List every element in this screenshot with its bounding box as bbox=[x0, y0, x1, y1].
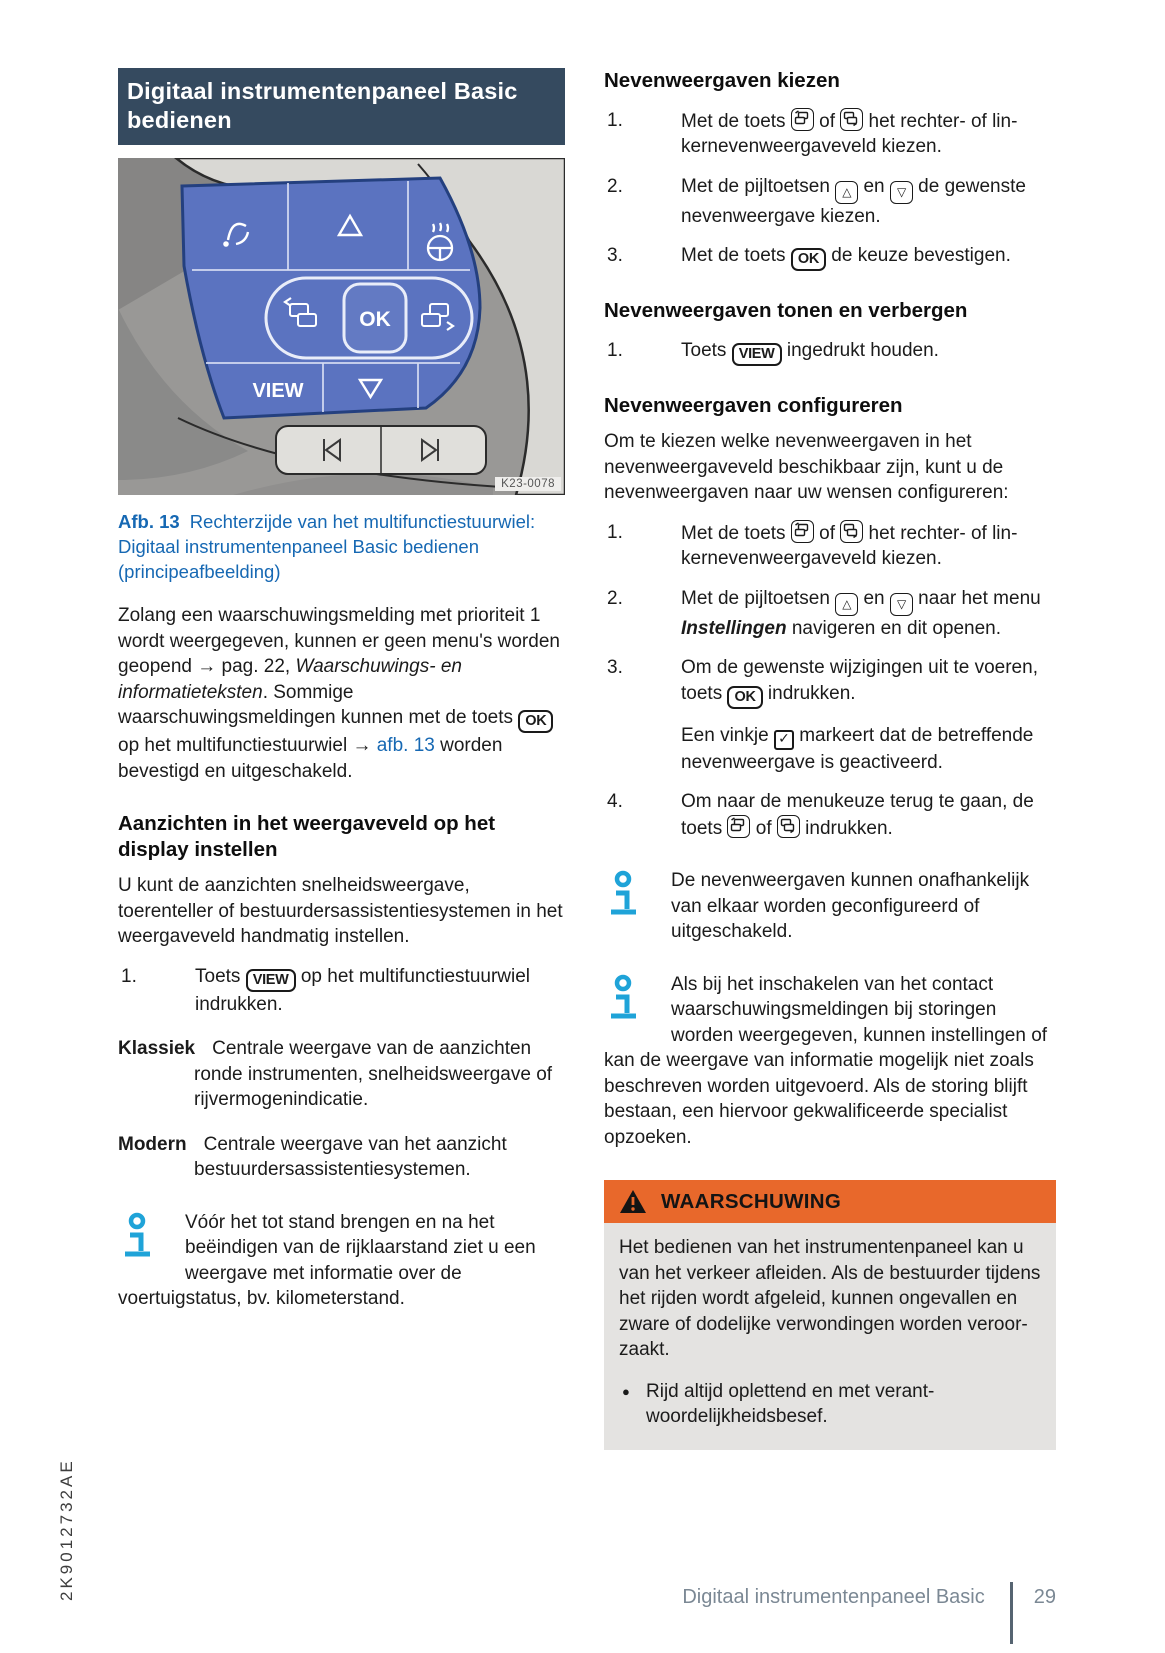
warning-header bbox=[604, 1180, 1056, 1223]
list-text: Een vinkje bbox=[681, 724, 774, 746]
list-number: 1. bbox=[607, 339, 623, 361]
list-item bbox=[118, 964, 565, 1018]
list-text: de gewenste nevenweergave kiezen. bbox=[681, 175, 1026, 227]
list-number: 3. bbox=[607, 657, 623, 679]
list-item bbox=[604, 789, 1056, 841]
display-right-key-icon bbox=[840, 108, 863, 131]
info-icon bbox=[607, 974, 647, 1024]
wheel-view-button-label: VIEW bbox=[252, 380, 304, 403]
list-text: naar het menu bbox=[912, 587, 1041, 609]
warning-text: Het bedienen van het instrumentenpaneel kan u van het verkeer afleiden. Als de bestuurder tijdens het rijden wordt afgeleid, kunnen ongevallen en zware of dodelijke verwondingen worden veroorzaakt. bbox=[619, 1237, 1041, 1361]
list-text: Met de toets bbox=[681, 522, 791, 544]
definition-term: Klassiek bbox=[118, 1038, 196, 1060]
list-text: Met de toets bbox=[681, 245, 791, 267]
wheel-ok-button-label: OK bbox=[359, 308, 391, 332]
info-note-text: De nevenweergaven kunnen onafhankelijk van elkaar worden geconfigureerd of uitgeschakeld. bbox=[671, 870, 1030, 943]
info-icon bbox=[607, 870, 647, 920]
list-number: 3. bbox=[607, 245, 623, 267]
paragraph-text: . Sommige waarschuwingsmeldingen kunnen met de toets bbox=[118, 681, 519, 729]
list-subparagraph bbox=[681, 723, 1056, 776]
figure-13-link[interactable]: afb. 13 bbox=[376, 735, 435, 757]
info-note bbox=[604, 868, 1056, 945]
figure-code-label: K23-0078 bbox=[495, 477, 561, 491]
definition-klassiek bbox=[118, 1036, 565, 1113]
ok-key-icon: OK bbox=[518, 710, 553, 733]
warning-box bbox=[604, 1180, 1056, 1450]
list-text: navigeren en dit openen. bbox=[786, 617, 1002, 639]
figure-caption-number: Afb. 13 bbox=[118, 511, 180, 533]
checked-checkbox-icon: ✓ bbox=[774, 730, 794, 750]
right-column bbox=[604, 64, 1056, 1450]
paragraph-config-intro: Om te kiezen welke nevenweergaven in het nevenweergaveveld beschikbaar zijn, kunt u de nevenweergaven naar uw wensen configureren: bbox=[604, 431, 1009, 504]
list-text: ingedrukt houden. bbox=[781, 339, 939, 361]
list-text: Met de toets bbox=[681, 110, 791, 132]
paragraph-text: Zolang een waarschuwingsmelding met prioriteit 1 wordt weergegeven, kunnen er geen menu's worden geopend → pag. 22, bbox=[118, 605, 560, 678]
info-icon bbox=[121, 1212, 161, 1262]
list-text: Toets bbox=[195, 965, 246, 987]
list-text: Met de pijltoetsen bbox=[681, 587, 836, 609]
list-number: 1. bbox=[607, 109, 623, 131]
warning-bullet-text: ● Rijd altijd oplettend en met verantwoordelijkheidsbesef. bbox=[646, 1380, 935, 1428]
definition-text: Centrale weergave van het aanzicht bestuurdersassistentiesystemen. bbox=[194, 1133, 507, 1181]
warning-title: WAARSCHUWING bbox=[661, 1189, 842, 1213]
list-item bbox=[604, 520, 1056, 572]
list-text: en bbox=[858, 587, 890, 609]
list-text: Om naar de menukeuze terug te gaan, de toets bbox=[681, 791, 1034, 839]
definition-term: Modern bbox=[118, 1133, 187, 1155]
info-note-text: Vóór het tot stand brengen en na het beëindigen van de rijklaarstand ziet u een weergave met informatie over de voertuigstatus, bv. kilometerstand. bbox=[118, 1211, 536, 1310]
list-text: het rechter- of linkernevenweergaveveld kiezen. bbox=[681, 110, 1018, 158]
list-item bbox=[604, 243, 1056, 271]
list-number: 4. bbox=[607, 791, 623, 813]
list-number: 1. bbox=[121, 965, 137, 987]
display-right-key-icon bbox=[777, 815, 800, 838]
definition-text: Centrale weergave van de aanzichten ronde instrumenten, snelheidsweergave of rijvermogenindicatie. bbox=[194, 1038, 553, 1111]
list-item bbox=[604, 338, 1056, 366]
warning-triangle-icon bbox=[619, 1189, 647, 1214]
arrow-down-key-icon: ▽ bbox=[890, 181, 913, 204]
list-item bbox=[604, 586, 1056, 642]
list-number: 1. bbox=[607, 521, 623, 543]
info-note bbox=[118, 1210, 565, 1312]
paragraph-text: op het multifunctiestuurwiel → bbox=[118, 735, 377, 757]
page-title: Digitaal instrumentenpaneel Basic bedienen bbox=[118, 68, 565, 145]
list-text: indrukken. bbox=[799, 817, 893, 839]
ok-key-icon: OK bbox=[727, 686, 762, 709]
list-item bbox=[604, 655, 1056, 775]
section-heading-tonen: Nevenweergaven tonen en verbergen bbox=[604, 299, 968, 323]
info-note-text: Als bij het inschakelen van het contact waarschuwingsmeldingen bij storingen worden weergegeven, kunnen instellingen of kan de weergave van informatie mogelijk niet zoals beschreven worden uitgevoerd. Als de storing blijft bestaan, een hiervoor gekwalificeerde specialist opzoeken. bbox=[604, 973, 1048, 1148]
left-column bbox=[118, 68, 565, 1312]
arrow-up-key-icon: △ bbox=[835, 181, 858, 204]
display-left-key-icon bbox=[791, 520, 814, 543]
steering-wheel-illustration bbox=[118, 158, 565, 495]
page-number: 29 bbox=[1033, 1586, 1056, 1608]
paragraph-priority-warning bbox=[118, 603, 565, 784]
info-note bbox=[604, 972, 1056, 1151]
list-text: of bbox=[813, 522, 841, 544]
list-number: 2. bbox=[607, 587, 623, 609]
document-code: 2K9012732AE bbox=[57, 1458, 76, 1601]
figure-caption-text: Rechterzijde van het multifunctiestuurwiel: Digitaal instrumentenpaneel Basic bedienen (principeafbeelding) bbox=[118, 511, 536, 582]
view-key-icon: VIEW bbox=[246, 969, 296, 992]
view-key-icon: VIEW bbox=[732, 343, 782, 366]
display-right-key-icon bbox=[840, 520, 863, 543]
list-text: Toets bbox=[681, 339, 732, 361]
list-text: of bbox=[750, 817, 777, 839]
display-left-key-icon bbox=[727, 815, 750, 838]
list-item bbox=[604, 174, 1056, 230]
warning-body bbox=[604, 1223, 1056, 1450]
list-text: Met de pijltoetsen bbox=[681, 175, 836, 197]
warning-bullet bbox=[619, 1379, 1041, 1430]
list-text: en bbox=[858, 175, 890, 197]
footer-section-title: Digitaal instrumentenpaneel Basic bbox=[682, 1586, 985, 1608]
list-text: het rechter- of linkernevenweergaveveld kiezen. bbox=[681, 522, 1018, 570]
definition-modern bbox=[118, 1132, 565, 1183]
italic-reference: Waarschuwings- en informatieteksten bbox=[118, 656, 462, 703]
list-text: markeert dat de betreffende nevenweergave is geactiveerd. bbox=[681, 724, 1034, 773]
arrow-down-key-icon: ▽ bbox=[890, 593, 913, 616]
paragraph-aanzichten-intro: U kunt de aanzichten snelheidsweergave, toerenteller of bestuurdersassistentiesystemen in het weergaveveld handmatig instellen. bbox=[118, 875, 563, 948]
arrow-up-key-icon: △ bbox=[835, 593, 858, 616]
section-heading-configureren: Nevenweergaven configureren bbox=[604, 393, 903, 417]
paragraph-text: worden bevestigd en uitgeschakeld. bbox=[118, 735, 503, 782]
ok-key-icon: OK bbox=[791, 248, 826, 271]
list-number: 2. bbox=[607, 175, 623, 197]
footer-divider bbox=[1010, 1582, 1013, 1644]
display-left-key-icon bbox=[791, 108, 814, 131]
list-text: indrukken. bbox=[762, 682, 856, 704]
figure-13 bbox=[118, 158, 565, 495]
list-text: of bbox=[813, 110, 841, 132]
list-item bbox=[604, 108, 1056, 160]
section-heading-kiezen: Nevenweergaven kiezen bbox=[604, 69, 840, 92]
figure-caption bbox=[118, 510, 565, 584]
section-heading-aanzichten: Aanzichten in het weergaveveld op het display instellen bbox=[118, 812, 496, 861]
list-text: op het multifunctiestuurwiel indrukken. bbox=[195, 965, 531, 1015]
page-footer bbox=[604, 1582, 1056, 1644]
list-text: Om de gewenste wijzigingen uit te voeren, toets bbox=[681, 657, 1038, 704]
menu-name-instellingen: Instellingen bbox=[681, 617, 787, 639]
list-text: de keuze bevestigen. bbox=[826, 245, 1011, 267]
